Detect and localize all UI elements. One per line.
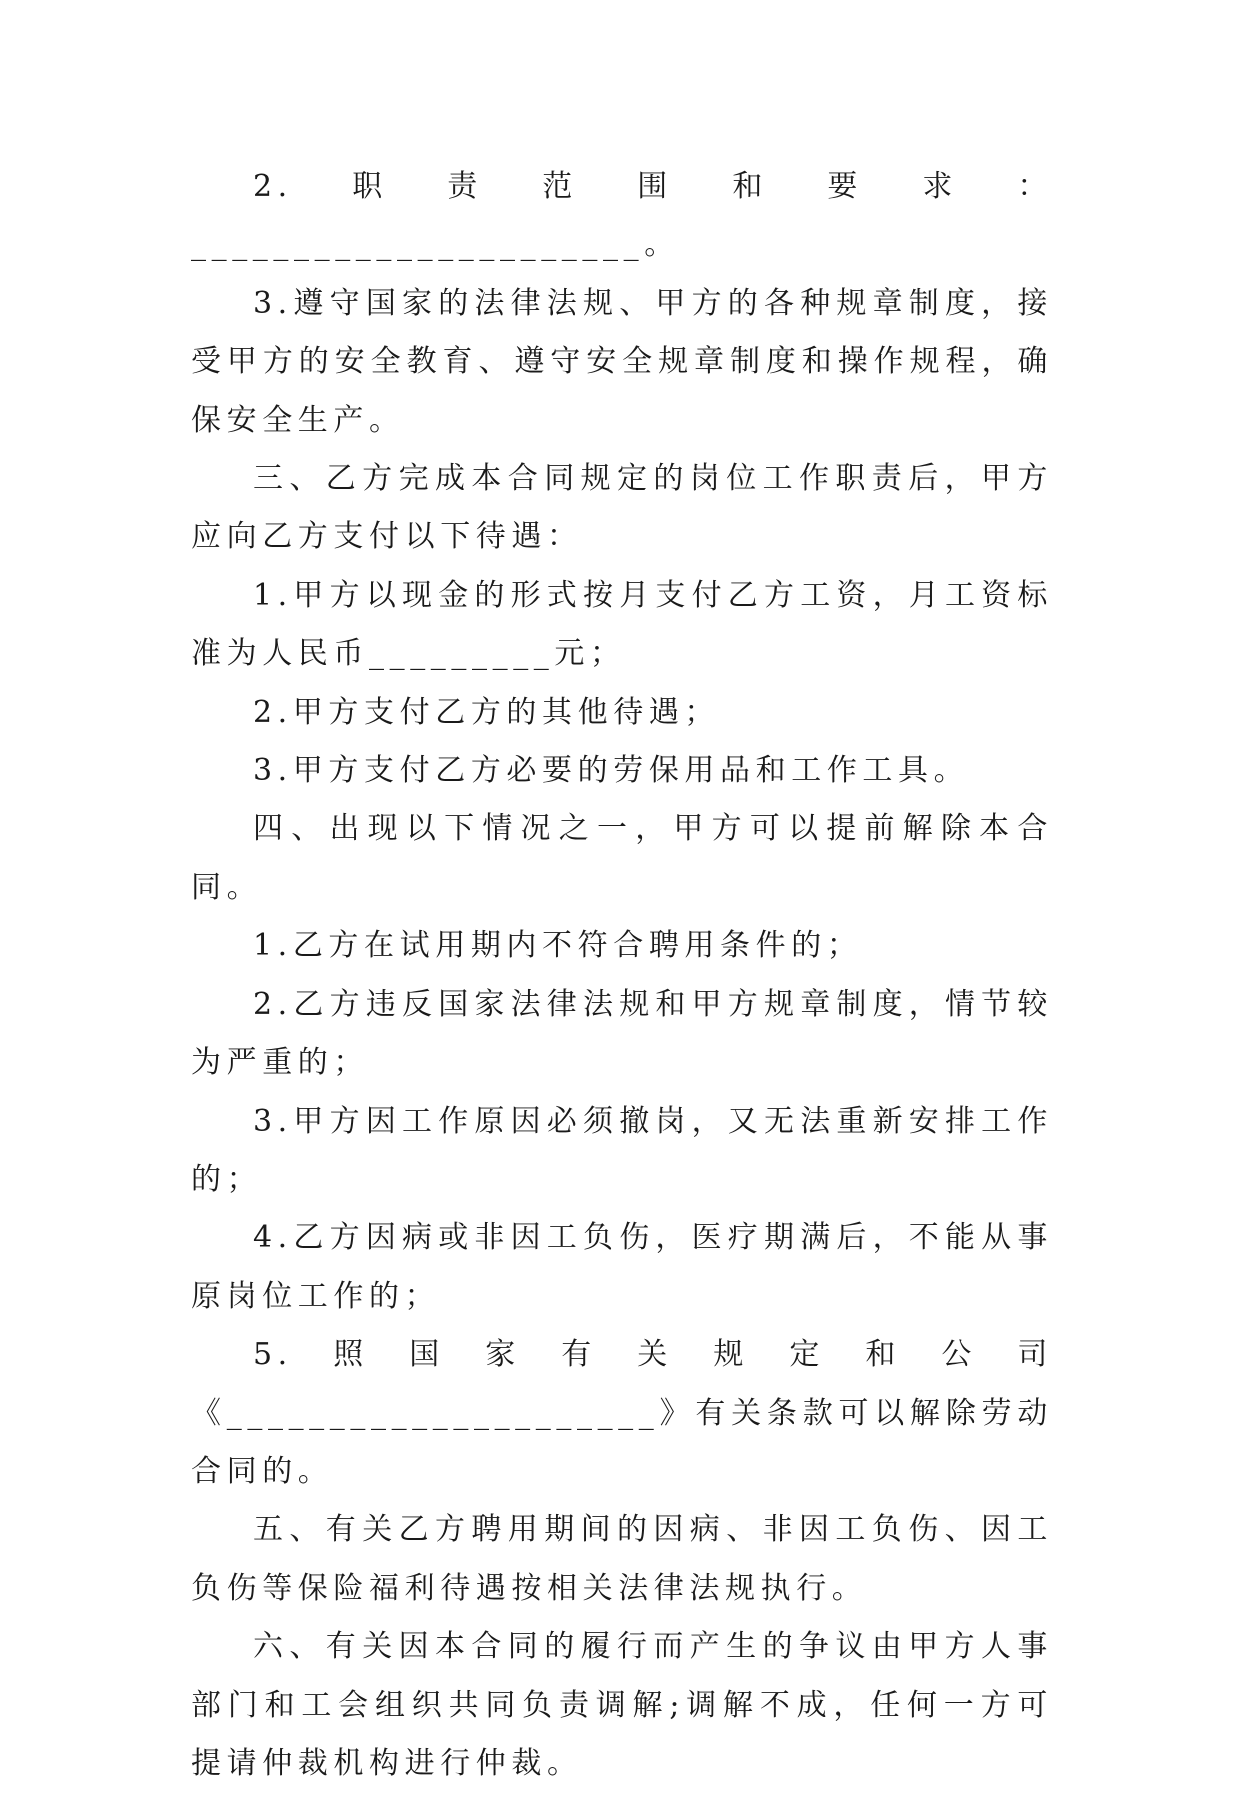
- paragraph-other-benefits: 2.甲方支付乙方的其他待遇；: [253, 694, 721, 730]
- paragraph-duty-scope: 2.职责范围和要求：______________________。: [191, 169, 1053, 263]
- paragraph-section-three: 三、乙方完成本合同规定的岗位工作职责后，甲方应向乙方支付以下待遇：: [191, 461, 1053, 555]
- paragraph-salary: 1.甲方以现金的形式按月支付乙方工资，月工资标准为人民币_________元；: [191, 577, 1053, 672]
- paragraph-section-four: 四、出现以下情况之一，甲方可以提前解除本合同。: [191, 811, 1053, 905]
- paragraph-section-five: 五、有关乙方聘用期间的因病、非因工负伤、因工负伤等保险福利待遇按相关法律法规执行。: [191, 1512, 1053, 1606]
- paragraph-company-rules: 5.照国家有关规定和公司《_____________________》有关条款可以解除劳动合同的。: [191, 1337, 1053, 1489]
- paragraph-section-six: 六、有关因本合同的履行而产生的争议由甲方人事部门和工会组织共同负责调解;调解不成，任何一方可提请仲裁机构进行仲裁。: [191, 1629, 1053, 1781]
- paragraph-probation: 1.乙方在试用期内不符合聘用条件的；: [253, 928, 863, 964]
- paragraph-compliance: 3.遵守国家的法律法规、甲方的各种规章制度，接受甲方的安全教育、遵守安全规章制度和操作规程，确保安全生产。: [191, 285, 1053, 438]
- paragraph-labor-supplies: 3.甲方支付乙方必要的劳保用品和工作工具。: [253, 753, 970, 789]
- paragraph-illness: 4.乙方因病或非因工负伤，医疗期满后，不能从事原岗位工作的；: [191, 1220, 1053, 1314]
- document-body: [191, 158, 1053, 1793]
- paragraph-violation: 2.乙方违反国家法律法规和甲方规章制度，情节较为严重的；: [191, 986, 1053, 1081]
- paragraph-position-removal: 3.甲方因工作原因必须撤岗，又无法重新安排工作的；: [191, 1103, 1053, 1197]
